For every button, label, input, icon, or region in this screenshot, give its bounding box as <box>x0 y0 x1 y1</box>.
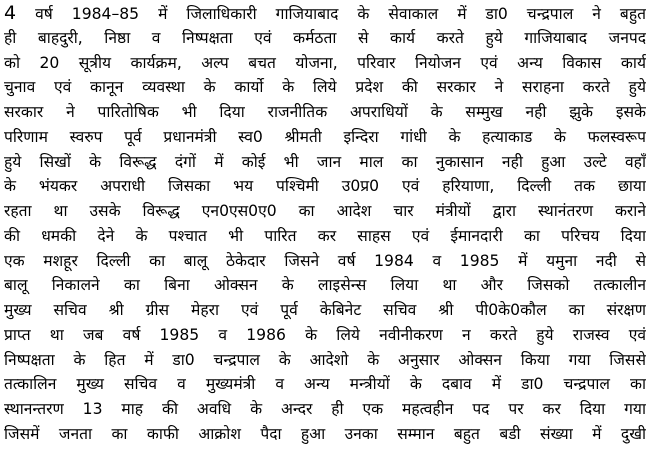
text-line-4: चुनाव एवं कानून व्यवस्था के कार्यो के लिये प्रदेश की सरकार ने सराहना करते हुये <box>4 78 646 96</box>
text-line-1 <box>4 1 646 26</box>
text-line-12: बालू निकालने का बिना ओक्सन के लाइसेन्स लिया था और जिसको तत्कालीन <box>4 276 646 294</box>
text-line-8: के भंयकर अपराधी जिसका भय पश्चिमी उ0प्र0 एवं हरियाणा, दिल्ली तक छाया <box>4 177 646 195</box>
line-1-text: वर्ष 1984–85 में जिलाधिकारी गाजियाबाद के सेवाकाल में डा0 चन्द्रपाल ने बहुत <box>35 5 646 23</box>
text-line-6: परिणाम स्वरुप पूर्व प्रधानमंत्री स्व0 श्रीमती इन्दिरा गांधी के हत्याकाड के फलस्वरूप <box>4 128 646 146</box>
text-line-2: ही बाहदुरी, निष्ठा व निष्पक्षता एवं कर्मठता से कार्य करते हुये गाजियाबाद जनपद <box>4 29 646 47</box>
text-line-15: निष्पक्षता के हित में डा0 चन्द्रपाल के आदेशो के अनुसार ओक्सन किया गया जिससे <box>4 351 646 369</box>
text-line-14: प्राप्त था जब वर्ष 1985 व 1986 के लिये नवीनीकरण न करते हुये राजस्व एवं <box>4 326 646 344</box>
text-line-7: हुये सिखों के विरूद्ध दंगों में कोई भी जान माल का नुकासान नही हुआ उल्टे वहाँ <box>4 153 646 171</box>
text-line-13: मुख्य सचिव श्री ग्रीस मेहरा एवं पूर्व केबिनेट सचिव श्री पी0के0कौल का संरक्षण <box>4 301 646 319</box>
text-line-3: को 20 सूत्रीय कार्यक्रम, अल्प बचत योजना, परिवार नियोजन एवं अन्य विकास कार्य <box>4 54 646 72</box>
text-line-16: तत्कालिन मुख्य सचिव व मुख्यमंत्री व अन्य मन्त्रीयों के दबाव में डा0 चन्द्रपाल का <box>4 375 646 393</box>
text-line-5: सरकार ने पारितोषिक भी दिया राजनीतिक अपराधियों के सम्मुख नही झुके इसके <box>4 103 646 121</box>
paragraph-number: 4 <box>4 2 17 24</box>
text-line-10: की धमकी देने के पश्चात भी पारित कर साहस एवं ईमानदारी का परिचय दिया <box>4 227 646 245</box>
text-line-17: स्थानन्तरण 13 माह की अवधि के अन्दर ही एक महत्वहीन पद पर कर दिया गया <box>4 400 646 418</box>
text-line-11: एक मशहूर दिल्ली का बालू ठेकेदार जिसने वर्ष 1984 व 1985 में यमुना नदी से <box>4 252 646 270</box>
text-line-18: जिसमें जनता का काफी आक्रोश पैदा हुआ उनका सम्मान बहुत बडी संख्या में दुखी <box>4 425 646 443</box>
text-line-9: रहता था उसके विरूद्ध एन0एस0ए0 का आदेश चार मंत्रीयों द्वारा स्थानंतरण कराने <box>4 202 646 220</box>
